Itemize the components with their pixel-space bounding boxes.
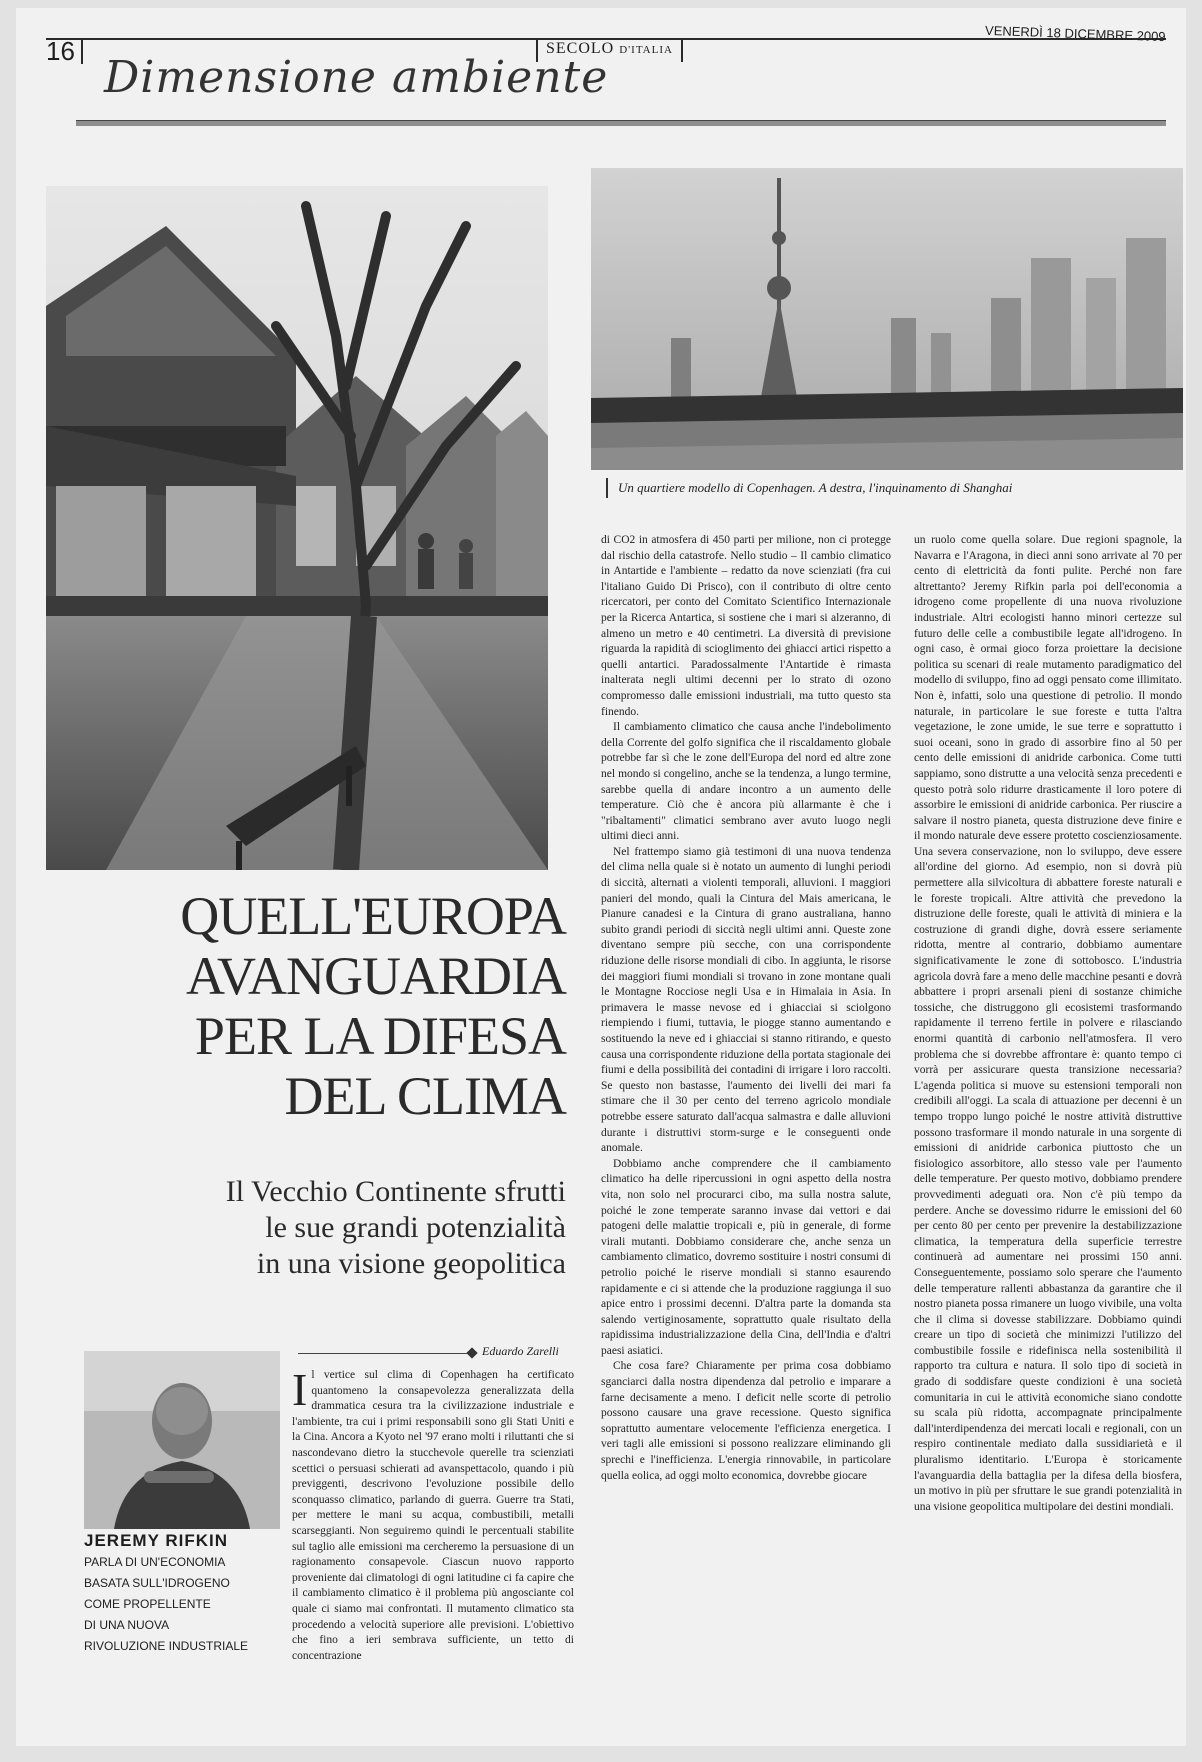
article-paragraph-2: di CO2 in atmosfera di 450 parti per milione, non ci protegge dal rischio della catastrofe. Nello studio – Il cambio climatico in Antartide e l'ambiente – redatto da nove scienziati (fra cui l'italiano Guido Di Prisco), con il contributo di oltre cento ricercatori, per conto del Comitato Scientifico Internazionale per la Ricerca Antartica, si sostiene che i mari si alzeranno, di almeno un metro e 40 centimetri. La diversità di previsione riguarda la rapidità di scioglimento dei ghiacci artici rispetto a quelli antartici. Paradossalmente l'Antartide è rimasta inalterata negli ultimi decenni per lo strato di ozono compromesso dalle emissioni industriali, ma tutto questo sta finendo.	[601, 534, 891, 718]
page-number: 16	[46, 38, 83, 64]
section-rule	[76, 120, 1166, 126]
article-paragraph-3: Il cambiamento climatico che causa anche l'indebolimento della Corrente del golfo significa che il riscaldamento globale potrebbe far sì che le zone dell'Europa del nord ed altre zone nel mondo si congelino, anche se la tendenza, a lungo termine, sarebbe quella di andare incontro a un aumento delle temperature. Ciò che è ancora più allarmante è che i "ribaltamenti" climatici sembrano aver avuto luogo negli ultimi dieci anni.	[601, 721, 891, 843]
copenhagen-illustration	[46, 186, 548, 870]
subhead-line-2: le sue grandi potenzialità	[265, 1211, 566, 1244]
shanghai-illustration	[591, 168, 1183, 470]
newspaper-page	[16, 8, 1186, 1746]
issue-date: VENERDÌ 18 DICEMBRE 2009	[985, 22, 1167, 45]
article-column-3	[914, 533, 1182, 1745]
section-title: Dimensione ambiente	[104, 52, 609, 103]
rifkin-line-3: COME PROPELLENTE	[84, 1597, 211, 1611]
article-paragraph-6: Che cosa fare? Chiaramente per prima cosa dobbiamo sganciarci dalla nostra dipendenza dal petrolio e imparare a farne decisamente a meno. I deficit nelle scorte di petrolio possono causare una grave recessione. Questo significa soprattutto aumentare velocemente l'efficienza energetica. I veri tagli alle emissioni si possono realizzare eliminando gli sprechi e l'inefficienza. L'energia rinnovabile, in particolare quella eolica, ad oggi molto economica, dovrebbe giocare	[601, 1360, 891, 1482]
rifkin-line-5: RIVOLUZIONE INDUSTRIALE	[84, 1639, 249, 1653]
rifkin-line-2: BASATA SULL'IDROGENO	[84, 1576, 230, 1590]
article-column-1	[292, 1368, 574, 1744]
subheadline	[126, 1174, 566, 1282]
headline-line-1: QUELL'EUROPA	[180, 886, 566, 946]
diamond-icon	[466, 1347, 477, 1358]
photo-caption: Un quartiere modello di Copenhagen. A destra, l'inquinamento di Shanghai	[606, 478, 1178, 498]
portrait-illustration	[84, 1351, 280, 1529]
headline-line-4: DEL CLIMA	[284, 1066, 566, 1126]
byline-author: Eduardo Zarelli	[482, 1344, 559, 1358]
rifkin-line-4: DI UNA NUOVA	[84, 1618, 170, 1632]
headline	[126, 886, 566, 1126]
rifkin-sidebar	[84, 1530, 280, 1653]
headline-line-3: PER LA DIFESA	[194, 1006, 566, 1066]
article-paragraph	[292, 1368, 574, 1664]
copenhagen-photo	[46, 186, 548, 870]
subhead-line-3: in una visione geopolitica	[256, 1247, 566, 1280]
masthead-main: SECOLO	[546, 40, 615, 57]
byline-rule	[298, 1353, 474, 1354]
article-paragraph-7: un ruolo come quella solare. Due regioni spagnole, la Navarra e l'Aragona, in dieci anni sono arrivate al 70 per cento di elettricità da fonti pulite. Perché non fare altrettanto? Jeremy Rifkin parla poi dell'economia a idrogeno come propellente di una nuova rivoluzione industriale. Altri ecologisti hanno minori certezze sul futuro delle celle a combustibile legate all'idrogeno. In ogni caso, è ormai gioco forza proiettare la decisione politica su scenari di reale mutamento paradigmatico del modello di sviluppo, fino ad oggi pensato come illimitato. Non è, infatti, solo una questione di petrolio. Il mondo naturale, in particolare le sue foreste e tutta l'altra vegetazione, le zone umide, le sue terre e soprattutto i suoi oceani, sono in grado di assorbire fino al 50 per cento delle emissioni di anidride carbonica. Come tutti sappiamo, sono distrutte a una velocità senza precedenti e questo potrà solo ridurre drasticamente il loro potere di assorbire le emissioni di anidride carbonica. Per riuscire a salvare il nostro pianeta, questa distruzione deve finire e il mondo naturale deve essere protetto coscienziosamente. Una severa conservazione, non lo sviluppo, deve essere all'ordine del giorno. Ad esempio, non si dovrà più permettere alla silvicoltura di abbattere foreste naturali e le foreste tropicali. Altre attività che prevedono la distruzione delle foreste, quali le attività di miniera e la costruzione di grandi dighe, dovrà essere seriamente ridotta, mentre al contrario, dobbiamo aumentare significativamente le zone di sottobosco. L'industria agricola dovrà fare a meno delle macchine pesanti e dovrà abbattere i propri arsenali pieni di sostanze chimiche tossiche, che distruggono gli ecosistemi trasformando rapidamente il terreno fertile in polvere e rilasciando enormi quantità di carbonio nell'atmosfera. Il vero problema che si dovrebbe affrontare è: quanto tempo ci vorrà per assicurare questa transizione necessaria? L'agenda politica si muove su estensioni temporali non credibili all'oggi. La scala di attuazione per decenni è un tempo troppo lungo poiché le nostre attività distruttive possono trasformare il mondo naturale in una sorgente di emissioni di anidride carbonica piuttosto che un fisiologico assorbitore, allo stesso vale per l'aumento delle temperature. Per questo motivo, dobbiamo prendere provvedimenti adeguati ora. Non c'è più tempo da perdere. Anche se dovessimo ridurre le emissioni del 60 per cento 80 per cento per prevenire la destabilizzazione climatica, la temperatura della superficie terrestre continuerà ad aumentare nei prossimi 150 anni. Conseguentemente, possiamo solo sperare che l'aumento delle temperature rallenti abbastanza da garantire che il nostro pianeta possa rimanere un luogo vivibile, una volta che il clima si dovesse stabilizzare. Dobbiamo quindi creare un tipo di società che minimizzi l'utilizzo del combustibile fossile e ridefinisca nella sostenibilità il rapporto tra cultura e natura. Il solo tipo di società in grado di soddisfare queste condizioni è una società comunitaria in cui le attività economiche siano condotte su scala più ridotta, accompagnate principalmente dall'interdipendenza dei mercati locali e regionali, con un respiro continentale mediato dalla sussidiarietà e il pluralismo identitario. L'Europa è storicamente l'avanguardia della battaglia per la difesa della biosfera, un motivo in più per sfruttare le sue grandi potenzialità in una visione geopolitica multipolare dei destini mondiali.	[914, 534, 1182, 1513]
rifkin-line-1: PARLA DI UN'ECONOMIA	[84, 1555, 226, 1569]
drop-cap: I	[292, 1368, 308, 1415]
masthead-small: D'ITALIA	[619, 44, 673, 56]
headline-line-2: AVANGUARDIA	[185, 946, 566, 1006]
rifkin-name: JEREMY RIFKIN	[84, 1531, 228, 1550]
article-paragraph-4: Nel frattempo siamo già testimoni di una nuova tendenza del clima nella quale si è notato un aumento di lunghi periodi di siccità, alternati a violenti temporali, alluvioni. I maggiori panieri del mondo, quali la Cintura del Mais americana, le Pianure canadesi e la Cintura di grano australiana, hanno subito grandi periodi di siccità negli ultimi anni. Queste zone diventano sempre più secche, con una corrispondente riduzione delle risorse mondiali di cibo. In aggiunta, le risorse dei maggiori fiumi mondiali si trovano in zone montane quali le Montagne Rocciose negli Usa e in Himalaia in Asia. In primavera le masse nevose ed i ghiacciai si sciolgono riempiendo i fiumi, tuttavia, le piogge stanno aumentando e sostituendo la neve ed i ghiacciai si stanno ritirando, e questo causa una corrispondente riduzione della portata stagionale dei fiumi e della possibilità dei contadini di irrigare i loro raccolti. Se questo non bastasse, l'aumento dei livelli dei mari fa stimare che il 30 per cento del terreno agricolo mondiale potrebbe essere saturato dall'acqua salmastra e dalle alluvioni durante i distruttivi storm-surge e le conseguenti onde anomale.	[601, 845, 891, 1155]
article-paragraph-1: l vertice sul clima di Copenhagen ha certificato quantomeno la consapevolezza generalizzata della drammatica cesura tra la civilizzazione industriale e l'ambiente, tra cui i primi responsabili sono gli Stati Uniti e la Cina. Ancora a Kyoto nel '97 erano molti i riluttanti che si nascondevano dietro la stucchevole querelle tra scienziati scettici o persuasi schierati ad avanspettacolo, quando i più previggenti, descrivono l'evoluzione possibile dello sconquasso climatico, parlando di guerra. Guerre tra Stati, per mettere le mani su acqua, combustibili, metalli scarseggianti. Non seguiremo quindi le percentuali stabilite sul taglio alle emissioni ma cercheremo la persuasione di un ragionamento consapevole. Ciascun nuovo rapporto proveniente dai climatologi di ogni latitudine ci fa capire che il cambiamento climatico è il problema più angosciante col quale ci siamo mai confrontati. Il mutamento climatico sta procedendo a velocità superiore alle previsioni. L'obiettivo che fino a ieri sembrava sufficiente, un tetto di concentrazione	[292, 1369, 574, 1662]
article-column-2	[601, 533, 891, 1745]
shanghai-photo	[591, 168, 1183, 470]
subhead-line-1: Il Vecchio Continente sfrutti	[225, 1175, 566, 1208]
rifkin-portrait	[84, 1351, 280, 1529]
article-paragraph-5: Dobbiamo anche comprendere che il cambiamento climatico ha delle ripercussioni in ogni aspetto della nostra vita, non solo nel procurarci cibo, ma sulla nostra salute, poiché le zone temperate saranno invase dai vettori e dai patogeni delle malattie tropicali e, più in generale, di forme virali mutanti. Dobbiamo considerare che, anche senza un cambiamento climatico, dovremo sostituire i nostri consumi di petrolio poiché le riserve mondiali si stanno esaurendo rapidamente e ci si attende che la produzione raggiunga il suo apice entro i prossimi decenni. D'altra parte la domanda sta salendo vertiginosamente, soprattutto quale risultato della rapidissima industrializzazione della Cina, dell'India e d'altri paesi asiatici.	[601, 1157, 891, 1357]
